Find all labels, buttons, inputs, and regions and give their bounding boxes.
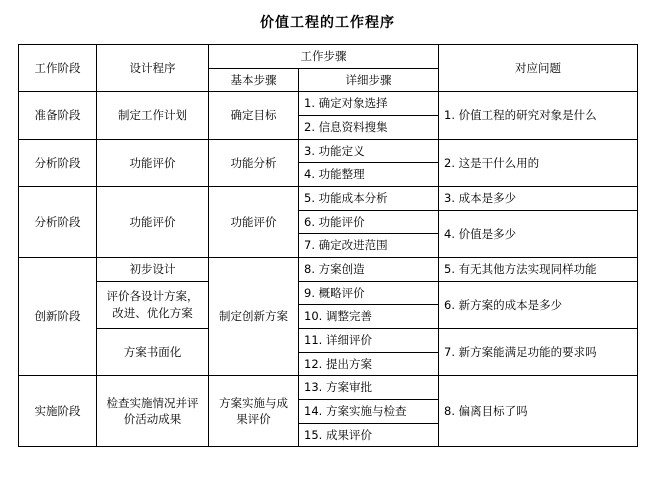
cell-detailed-step: 2. 信息资料搜集 <box>299 116 439 140</box>
cell-question: 4. 价值是多少 <box>439 210 638 257</box>
cell-question: 1. 价值工程的研究对象是什么 <box>439 92 638 139</box>
cell-detailed-step: 11. 详细评价 <box>299 329 439 353</box>
cell-detailed-step: 13. 方案审批 <box>299 376 439 400</box>
table-row <box>19 92 638 116</box>
cell-stage: 准备阶段 <box>19 92 97 139</box>
cell-question: 8. 偏离目标了吗 <box>439 376 638 447</box>
header-questions: 对应问题 <box>439 45 638 92</box>
header-design-procedure: 设计程序 <box>97 45 209 92</box>
cell-detailed-step: 3. 功能定义 <box>299 139 439 163</box>
value-engineering-table <box>18 44 638 447</box>
cell-design-procedure: 评价各设计方案，改进、优化方案 <box>97 281 209 328</box>
header-work-steps: 工作步骤 <box>209 45 439 69</box>
table-row <box>19 258 638 282</box>
cell-detailed-step: 7. 确定改进范围 <box>299 234 439 258</box>
cell-question: 7. 新方案能满足功能的要求吗 <box>439 329 638 376</box>
header-stage: 工作阶段 <box>19 45 97 92</box>
cell-basic-step: 方案实施与成果评价 <box>209 376 299 447</box>
cell-detailed-step: 14. 方案实施与检查 <box>299 400 439 424</box>
table-row <box>19 376 638 400</box>
header-basic-steps: 基本步骤 <box>209 68 299 92</box>
table-row <box>19 281 638 305</box>
cell-design-procedure: 初步设计 <box>97 258 209 282</box>
cell-detailed-step: 9. 概略评价 <box>299 281 439 305</box>
cell-design-procedure: 检查实施情况并评价活动成果 <box>97 376 209 447</box>
table-row <box>19 139 638 163</box>
cell-design-procedure: 功能评价 <box>97 187 209 258</box>
cell-question: 3. 成本是多少 <box>439 187 638 211</box>
table-header-row-1 <box>19 45 638 69</box>
table-row <box>19 187 638 211</box>
cell-detailed-step: 5. 功能成本分析 <box>299 187 439 211</box>
cell-stage: 分析阶段 <box>19 187 97 258</box>
table-row <box>19 329 638 353</box>
header-detailed-steps: 详细步骤 <box>299 68 439 92</box>
cell-question: 6. 新方案的成本是多少 <box>439 281 638 328</box>
cell-detailed-step: 6. 功能评价 <box>299 210 439 234</box>
cell-detailed-step: 8. 方案创造 <box>299 258 439 282</box>
cell-design-procedure: 方案书面化 <box>97 329 209 376</box>
cell-stage: 分析阶段 <box>19 139 97 186</box>
cell-detailed-step: 10. 调整完善 <box>299 305 439 329</box>
cell-basic-step: 确定目标 <box>209 92 299 139</box>
cell-stage: 创新阶段 <box>19 258 97 376</box>
cell-design-procedure: 功能评价 <box>97 139 209 186</box>
document-page <box>0 12 655 480</box>
page-title: 价值工程的工作程序 <box>260 15 395 31</box>
cell-basic-step: 功能评价 <box>209 187 299 258</box>
cell-basic-step: 功能分析 <box>209 139 299 186</box>
cell-detailed-step: 12. 提出方案 <box>299 352 439 376</box>
cell-detailed-step: 1. 确定对象选择 <box>299 92 439 116</box>
cell-question: 2. 这是干什么用的 <box>439 139 638 186</box>
cell-detailed-step: 15. 成果评价 <box>299 423 439 447</box>
cell-basic-step: 制定创新方案 <box>209 258 299 376</box>
cell-stage: 实施阶段 <box>19 376 97 447</box>
cell-detailed-step: 4. 功能整理 <box>299 163 439 187</box>
table-container <box>0 44 655 447</box>
cell-design-procedure: 制定工作计划 <box>97 92 209 139</box>
cell-question: 5. 有无其他方法实现同样功能 <box>439 258 638 282</box>
